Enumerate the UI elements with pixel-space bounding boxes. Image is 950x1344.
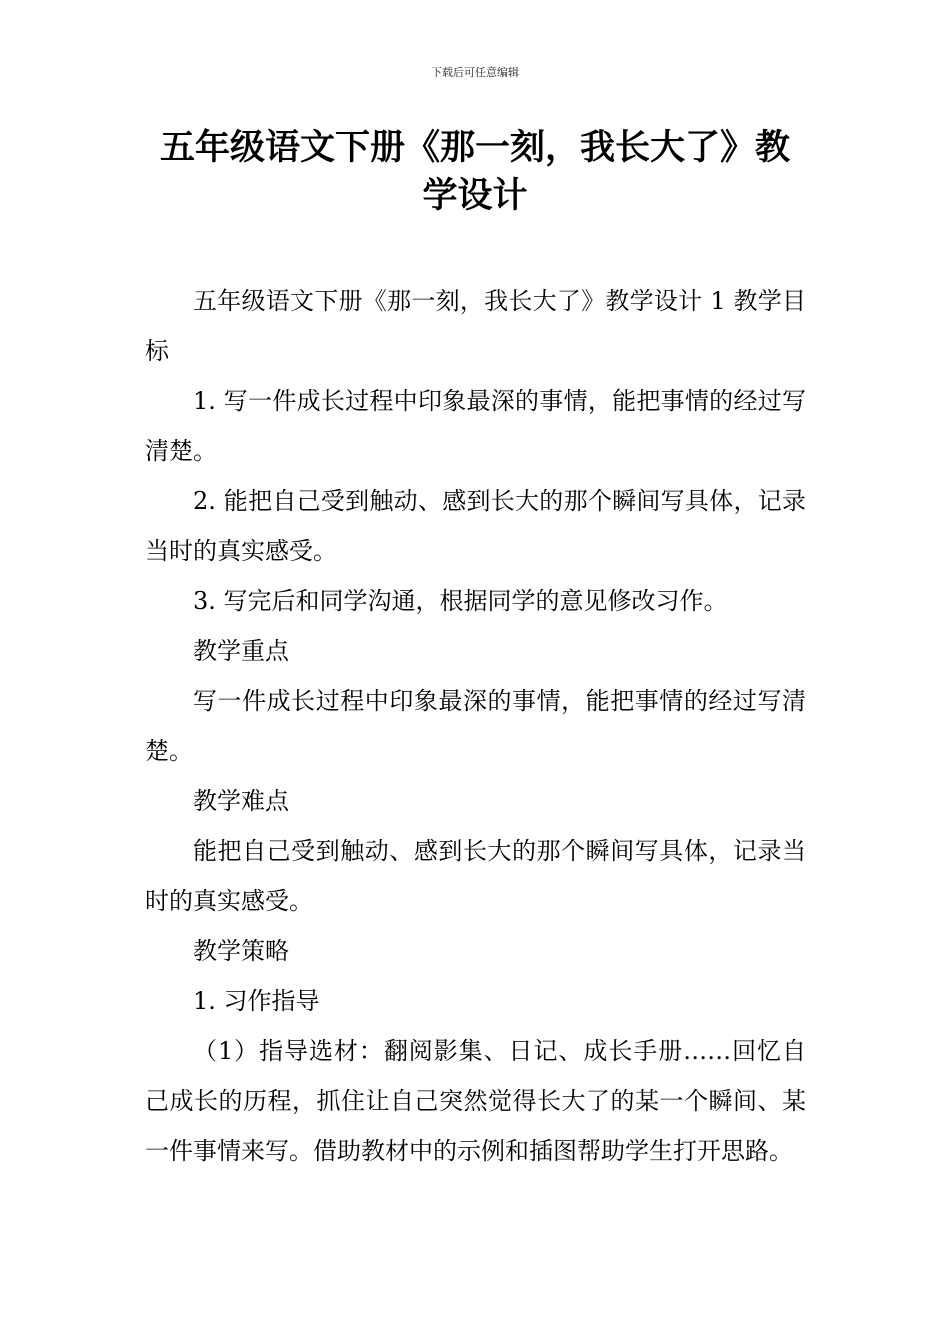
- paragraph-strategy-1: 1. 习作指导: [193, 987, 320, 1015]
- paragraph-objective-3: 3. 写完后和同学沟通，根据同学的意见修改习作。: [193, 587, 728, 615]
- paragraph-objective-1: 1. 写一件成长过程中印象最深的事情，能把事情的经过写清楚。: [145, 387, 806, 465]
- paragraph-key-points: 写一件成长过程中印象最深的事情，能把事情的经过写清楚。: [145, 687, 806, 765]
- document-body: [145, 276, 806, 1176]
- heading-strategy: 教学策略: [193, 937, 289, 965]
- paragraph-strategy-1-1: （1）指导选材：翻阅影集、日记、成长手册……回忆自己成长的历程，抓住让自己突然觉得长大了的某一个瞬间、某一件事情来写。借助教材中的示例和插图帮助学生打开思路。: [145, 1037, 806, 1165]
- paragraph-difficulties: 能把自己受到触动、感到长大的那个瞬间写具体，记录当时的真实感受。: [145, 837, 806, 915]
- heading-key-points: 教学重点: [193, 637, 289, 665]
- paragraph-objective-2: 2. 能把自己受到触动、感到长大的那个瞬间写具体，记录当时的真实感受。: [145, 487, 806, 565]
- paragraph-intro: 五年级语文下册《那一刻，我长大了》教学设计 1 教学目标: [145, 287, 806, 365]
- header-note: 下载后可任意编辑: [431, 66, 519, 79]
- document-title: 五年级语文下册《那一刻，我长大了》教学设计: [159, 128, 790, 216]
- heading-difficulties: 教学难点: [193, 787, 289, 815]
